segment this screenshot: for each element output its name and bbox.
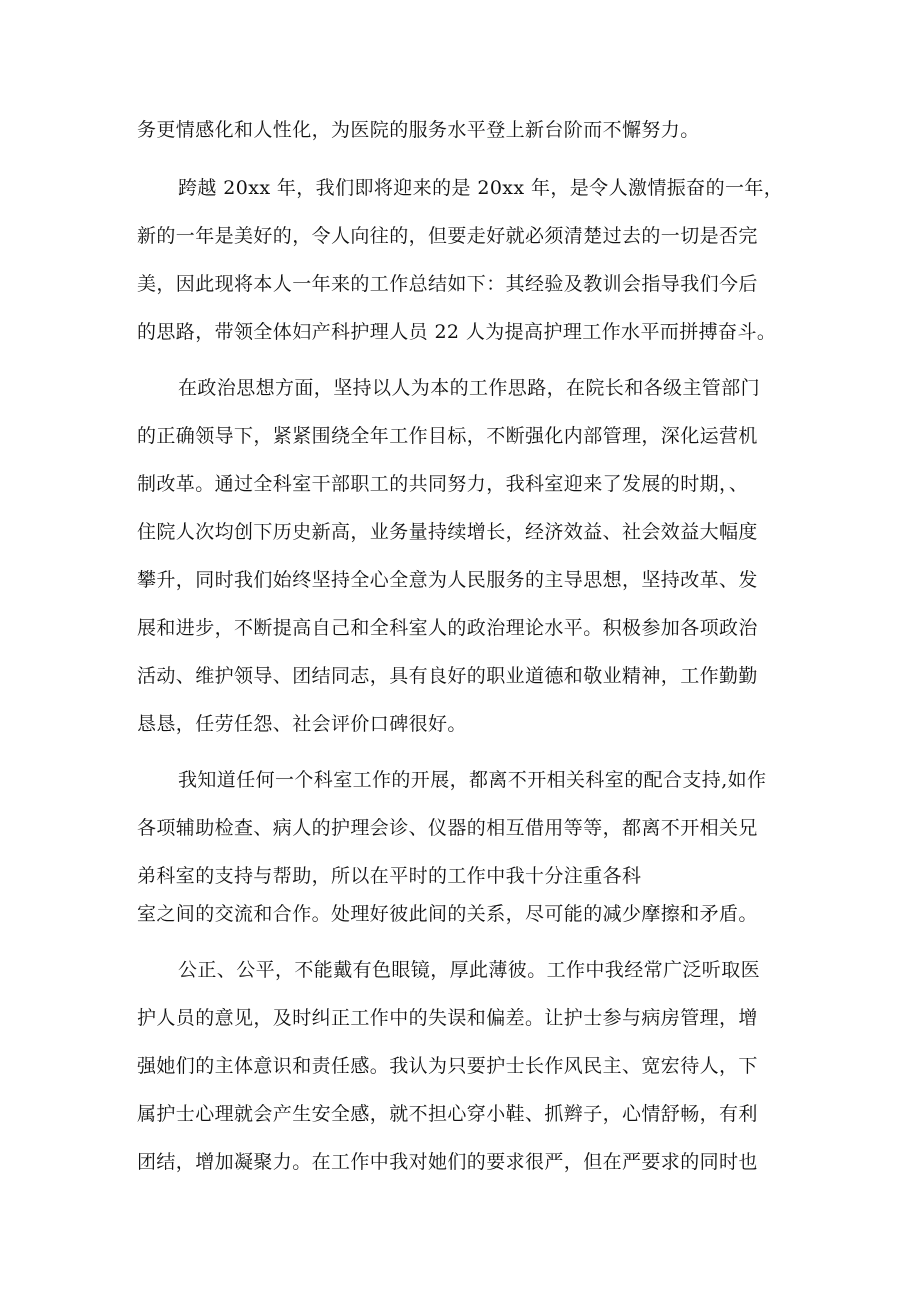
text-line: 我知道任何一个科室工作的开展，都离不开相关科室的配合支持,如作 bbox=[178, 769, 767, 791]
text-line: 制改革。通过全科室干部职工的共同努力，我科室迎来了发展的时期，、 bbox=[137, 473, 749, 495]
text-line: 护人员的意见，及时纠正工作中的失误和偏差。让护士参与病房管理，增 bbox=[137, 1007, 758, 1029]
text-line: 在政治思想方面，坚持以人为本的工作思路，在院长和各级主管部门 bbox=[178, 377, 761, 399]
text-line: 跨越 20xx 年，我们即将迎来的是 20xx 年，是令人激情振奋的一年， bbox=[178, 177, 784, 199]
text-line: 弟科室的支持与帮助，所以在平时的工作中我十分注重各科 bbox=[137, 865, 642, 887]
text-line: 展和进步，不断提高自己和全科室人的政治理论水平。积极参加各项政治 bbox=[137, 617, 758, 639]
text-line: 恳恳，任劳任怨、社会评价口碑很好。 bbox=[137, 713, 467, 735]
text-line: 的正确领导下，紧紧围绕全年工作目标，不断强化内部管理，深化运营机 bbox=[137, 425, 758, 447]
text-line: 攀升，同时我们始终坚持全心全意为人民服务的主导思想，坚持改革、发 bbox=[137, 569, 758, 591]
text-line: 公正、公平，不能戴有色眼镜，厚此薄彼。工作中我经常广泛听取医 bbox=[178, 959, 761, 981]
text-line: 室之间的交流和合作。处理好彼此间的关系，尽可能的减少摩擦和矛盾。 bbox=[137, 903, 758, 925]
text-line: 活动、维护领导、团结同志，具有良好的职业道德和敬业精神，工作勤勤 bbox=[137, 665, 758, 687]
text-line: 的思路，带领全体妇产科护理人员 22 人为提高护理工作水平而拼搏奋斗。 bbox=[137, 321, 777, 343]
text-line: 各项辅助检查、病人的护理会诊、仪器的相互借用等等，都离不开相关兄 bbox=[137, 817, 758, 839]
text-line: 美，因此现将本人一年来的工作总结如下：其经验及教训会指导我们今后 bbox=[137, 273, 758, 295]
text-line: 强她们的主体意识和责任感。我认为只要护士长作风民主、宽宏待人，下 bbox=[137, 1055, 758, 1077]
text-line: 团结，增加凝聚力。在工作中我对她们的要求很严，但在严要求的同时也 bbox=[137, 1151, 758, 1173]
text-line: 务更情感化和人性化，为医院的服务水平登上新台阶而不懈努力。 bbox=[137, 119, 700, 141]
text-line: 住院人次均创下历史新高，业务量持续增长，经济效益、社会效益大幅度 bbox=[137, 521, 758, 543]
text-line: 属护士心理就会产生安全感，就不担心穿小鞋、抓辫子，心情舒畅，有利 bbox=[137, 1103, 758, 1125]
text-line: 新的一年是美好的，令人向往的，但要走好就必须清楚过去的一切是否完 bbox=[137, 225, 758, 247]
